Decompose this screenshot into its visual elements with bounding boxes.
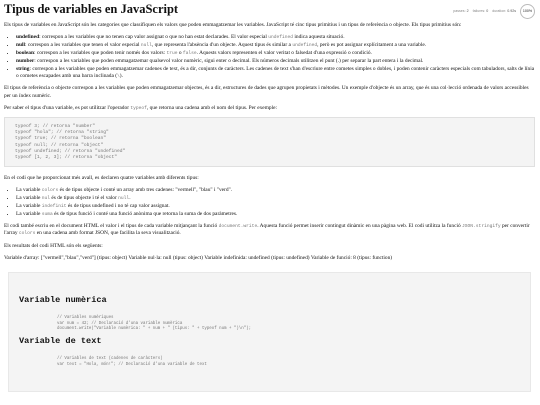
passes-label: passes: <box>453 9 466 13</box>
inline-code: null <box>140 42 152 48</box>
page-title: Tipus de variables en JavaScript <box>4 2 179 16</box>
primitives-list <box>4 34 535 81</box>
inline-code: true <box>166 50 178 56</box>
inline-code: colors <box>41 187 59 193</box>
code-line: document.write("Variable numèrica: " + num + " (tipus: " + typeof num + ")\n"); <box>57 327 252 332</box>
term: number <box>16 58 35 64</box>
code-line: typeof "hola"; // retorna "string" <box>15 130 109 136</box>
inline-code: \ <box>117 74 120 80</box>
list-item <box>16 42 535 49</box>
term: undefined <box>16 33 40 40</box>
term: boolean <box>16 49 34 56</box>
term: null <box>16 41 25 48</box>
intro-paragraph: Els tipus de variables en JavaScript són les categories que classifiquen els valors que poden emmagatzemar les variables. JavaScript té cinc tipus primitius i un tipus de referència o objecte. Els tipus primitius són: <box>4 21 462 28</box>
text: és de tipus undefined i no té cap valor assignat. <box>66 203 170 210</box>
usage-paragraph <box>4 223 535 237</box>
text: o <box>177 49 183 56</box>
text: : correspon a les variables que poden emmagatzemar qualsevol valor numèric, sigui enter o decimal. Els números decimals utilitzen el punt (.) per separar la part entera i la decimal. <box>34 58 424 64</box>
text: Per saber el tipus d'una variable, es pot utilitzar l'operador <box>4 104 131 111</box>
text: és de tipus objecte i té el valor <box>50 194 119 201</box>
text: : correspon a les variables que tenen el valor especial <box>25 41 141 48</box>
demo-code-text <box>57 357 520 368</box>
code-line: typeof 3; // retorna "number" <box>15 123 95 129</box>
text: El codi també escriu en el document HTML el valor i el tipus de cada variable mitjançant la funció <box>4 223 219 230</box>
text: , però es pot assignar explícitament a una variable. <box>317 41 427 48</box>
text: per convertir l'array <box>4 223 530 237</box>
inline-code: false <box>182 50 197 56</box>
inline-code: null <box>118 195 130 201</box>
demo-code-numeric <box>57 316 520 333</box>
code-line: // Variables numèriques <box>57 316 114 321</box>
term: string <box>16 66 30 73</box>
inline-code: undefined <box>292 42 318 48</box>
text: és de tipus funció i conté una funció anònima que retorna la suma de dos paràmetres. <box>52 211 238 218</box>
code-line: typeof [1, 2, 3]; // retorna "object" <box>15 155 117 161</box>
code-line: typeof true; // retorna "boolean" <box>15 136 106 142</box>
code-line: var text = "Hola, món!"; // Declaració d'una variable de text <box>57 362 207 367</box>
list-item <box>16 66 535 80</box>
list-item <box>16 195 535 202</box>
failures-count: 0 <box>486 9 489 13</box>
inline-code: document.write <box>218 224 258 230</box>
code-line: typeof undefined; // retorna "undefined" <box>15 149 126 155</box>
text: . Aquests valors representen el valor veritat o falsedat d'una expressió o condició. <box>196 49 372 56</box>
list-item <box>16 34 535 41</box>
declared-vars-list <box>4 187 535 219</box>
inline-code: undefined <box>268 34 294 40</box>
text: : correspon a les variables que poden emmagatzemar cadenes de text, és a dir, conjunts de caràcters. Les cadenes de text s'han d'escriure entre cometes simples o dobles, i poden contenir caràcters especials com tabuladors, salts de línia o cometes escapades amb una barra inclinada ( <box>16 66 535 80</box>
results-line: Variable d'array: ["vermell","blau","verd"] (tipus: object) Variable nul·la: null (tipus: object) Variable indefinida: undefined (tipus: undefined) Variable de funció: 8 (tipus: function) <box>4 254 393 261</box>
list-item <box>16 58 535 65</box>
demo-heading-text: Variable de text <box>19 335 102 346</box>
list-item <box>16 187 535 194</box>
text: La variable <box>16 186 42 193</box>
demo-heading-numeric: Variable numèrica <box>19 294 107 305</box>
text: La variable <box>16 194 42 201</box>
inline-code: nul <box>41 195 51 201</box>
inline-code: suma <box>41 212 53 218</box>
text: , que retorna una cadena amb el nom del tipus. Per exemple: <box>146 104 277 111</box>
test-stats <box>453 9 516 14</box>
results-intro: Els resultats del codi HTML són els següents: <box>4 242 103 249</box>
typeof-paragraph <box>4 105 535 112</box>
text: : correspon a les variables que poden tenir només dos valors: <box>33 49 167 56</box>
text: . Aquesta funció permet inserir contingut dinàmic en una pàgina web. El codi utilitza la funció <box>257 223 463 230</box>
list-item <box>16 203 535 210</box>
passes-stat <box>453 9 468 14</box>
code-line: typeof null; // retorna "object" <box>15 142 104 148</box>
failures-label: failures: <box>472 9 486 13</box>
code-line: // Variables de text (cadenes de caràcters) <box>57 357 163 362</box>
text: La variable <box>16 211 42 218</box>
text: és de tipus objecte i conté un array amb tres cadenes: "vermell", "blau" i "verd". <box>58 186 233 193</box>
inline-code: indefinit <box>41 204 67 210</box>
declared-intro: En el codi que he proporcionat més avall, es declaren quatre variables amb diferents tipus: <box>4 174 199 181</box>
text: La variable <box>16 203 42 210</box>
text: , que representa l'absència d'un objecte. Aquest tipus és similar a <box>151 41 293 48</box>
duration-label: duration: <box>492 9 507 13</box>
text: : correspon a les variables que no tenen cap valor assignat o que no han estat declarades. El valor especial <box>39 33 269 40</box>
text: indica aquesta situació. <box>293 33 345 40</box>
text: ). <box>119 73 123 80</box>
inline-code: colors <box>18 231 36 237</box>
reference-paragraph: El tipus de referència o objecte correspon a les variables que poden emmagatzemar objectes, és a dir, estructures de dades que agrupen propietats i mètodes. Un exemple d'objecte és un array, que és una col·lecció ordenada de valors accessibles per un índex numèric. <box>4 85 529 99</box>
code-line: var num = 42; // Declaració d'una variable numèrica <box>57 321 183 326</box>
duration-value: 0.92s <box>507 9 516 13</box>
text: en una cadena amb format JSON, que facilita la seva visualització. <box>35 230 181 237</box>
typeof-code-block <box>4 117 535 167</box>
list-item <box>16 50 535 57</box>
inline-code: JSON.stringify <box>462 224 501 230</box>
failures-stat <box>473 9 489 14</box>
passes-count: 2 <box>466 9 469 13</box>
duration-stat <box>492 9 516 14</box>
progress-badge: 100% <box>520 4 535 19</box>
text: . <box>129 194 131 201</box>
demo-panel <box>8 272 531 392</box>
list-item <box>16 211 535 218</box>
inline-code: typeof <box>130 105 147 111</box>
